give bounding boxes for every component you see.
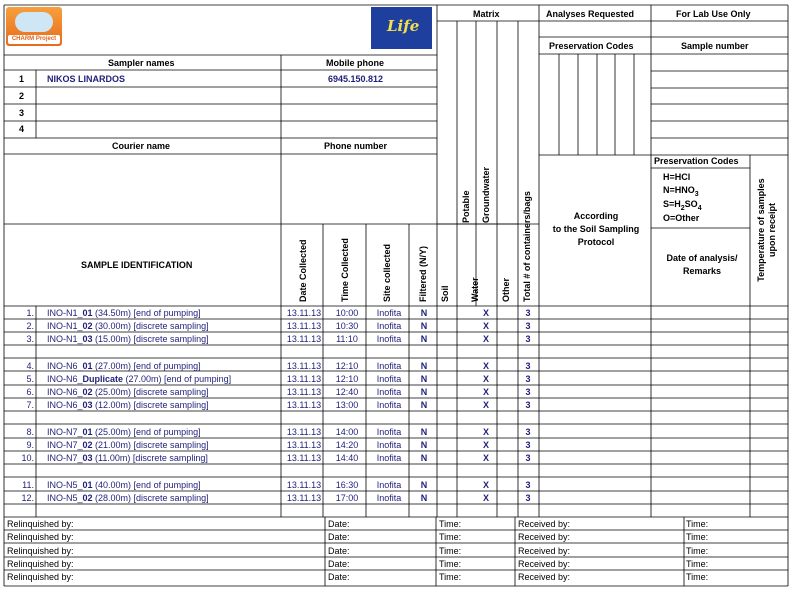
sample-filtered: N — [420, 321, 428, 331]
sample-time: 11:10 — [336, 334, 358, 344]
sample-total: 3 — [525, 374, 531, 384]
sample-number: 5. — [26, 374, 34, 384]
sample-total: 3 — [525, 400, 531, 410]
sample-identification — [47, 374, 231, 385]
sample-site: Inofita — [376, 308, 402, 318]
sample-id-b: 01 — [82, 308, 93, 318]
sample-water-mark: X — [482, 361, 489, 371]
remarks-line-2: Remarks — [682, 266, 722, 276]
pres-code-hno3-sub: 3 — [694, 190, 699, 198]
sample-site: Inofita — [376, 374, 402, 384]
sample-total: 3 — [525, 453, 531, 463]
sample-water-mark: X — [482, 427, 489, 437]
sample-time: 10:30 — [335, 321, 359, 331]
sample-water-mark: X — [482, 321, 489, 331]
sampler-row-3-number: 3 — [19, 108, 25, 118]
sample-id-pre: INO-N5_ — [47, 480, 83, 490]
lab-time-label: Time: — [686, 572, 709, 582]
lab-time-label: Time: — [686, 559, 709, 569]
sample-date: 13.11.13 — [286, 374, 322, 384]
sample-water-mark: X — [482, 387, 489, 397]
pres-code-hcl: H=HCl — [663, 172, 691, 182]
mobile-phone-header: Mobile phone — [326, 58, 384, 68]
received-by-label: Received by: — [518, 572, 571, 582]
sample-site: Inofita — [376, 493, 402, 503]
relinquished-by-label: Relinquished by: — [7, 532, 74, 542]
sample-id-b: 01 — [82, 361, 93, 371]
sample-id-post: (34.50m) [end of pumping] — [92, 308, 201, 318]
sample-identification — [47, 400, 209, 411]
sample-time: 14:20 — [335, 440, 359, 450]
sample-filtered: N — [420, 453, 428, 463]
sample-identification — [47, 427, 201, 438]
sample-id-pre: INO-N6_ — [47, 361, 83, 371]
potable-header: Potable — [461, 190, 471, 223]
for-lab-use-only-header: For Lab Use Only — [676, 9, 751, 19]
sample-site: Inofita — [376, 440, 402, 450]
sample-identification — [47, 321, 209, 332]
sample-total: 3 — [525, 361, 531, 371]
relinquished-by-label: Relinquished by: — [7, 572, 74, 582]
sample-number: 7. — [26, 400, 34, 410]
sample-id-pre: INO-N7_ — [47, 427, 83, 437]
according-line-3: Protocol — [577, 237, 615, 247]
sample-number: 4. — [26, 361, 34, 371]
date-label: Date: — [328, 546, 350, 556]
lab-time-label: Time: — [686, 546, 709, 556]
sample-date: 13.11.13 — [286, 334, 322, 344]
sample-id-post: (12.00m) [discrete sampling] — [92, 400, 209, 410]
date-label: Date: — [328, 559, 350, 569]
sample-site: Inofita — [376, 480, 402, 490]
sample-id-pre: INO-N6_ — [47, 374, 83, 384]
sample-time: 16:30 — [335, 480, 359, 490]
sample-number: 12. — [21, 493, 34, 503]
sample-time: 12:10 — [335, 374, 359, 384]
sample-date: 13.11.13 — [286, 453, 322, 463]
according-line-1: According — [573, 211, 619, 221]
groundwater-header: Groundwater — [481, 166, 491, 223]
sample-id-post: (40.00m) [end of pumping] — [92, 480, 201, 490]
sample-id-b: Duplicate — [82, 374, 124, 384]
sampler-row-1-name: NIKOS LINARDOS — [47, 74, 126, 84]
life-eu-logo — [371, 7, 432, 49]
sample-id-post: (21.00m) [discrete sampling] — [92, 440, 209, 450]
sample-total: 3 — [525, 427, 531, 437]
sample-number: 1. — [26, 308, 34, 318]
analyses-requested-header: Analyses Requested — [546, 9, 635, 19]
sample-id-pre: INO-N1_ — [47, 321, 83, 331]
sample-water-mark: X — [482, 308, 489, 318]
sample-id-b: 02 — [82, 321, 93, 331]
sample-total: 3 — [525, 440, 531, 450]
preservation-codes-header: Preservation Codes — [549, 41, 634, 51]
sample-water-mark: X — [482, 400, 489, 410]
sample-identification — [47, 480, 201, 491]
sample-total: 3 — [525, 480, 531, 490]
sample-number: 10. — [21, 453, 34, 463]
sample-number: 8. — [26, 427, 34, 437]
site-collected-header: Site collected — [382, 243, 392, 302]
time-label: Time: — [439, 532, 462, 542]
matrix-header: Matrix — [473, 9, 500, 19]
water-header: Water — [470, 277, 480, 302]
other-header: Other — [501, 277, 511, 302]
sample-id-pre: INO-N7_ — [47, 440, 83, 450]
sampler-row-1-phone: 6945.150.812 — [328, 74, 384, 84]
date-label: Date: — [328, 572, 350, 582]
received-by-label: Received by: — [518, 546, 571, 556]
charm-cloud-graphic — [15, 12, 53, 32]
lab-time-label: Time: — [686, 532, 709, 542]
sample-id-b: 01 — [82, 480, 93, 490]
sample-identification — [47, 493, 209, 504]
phone-number-header: Phone number — [324, 141, 388, 151]
sample-date: 13.11.13 — [286, 361, 322, 371]
sample-water-mark: X — [482, 440, 489, 450]
date-label: Date: — [328, 532, 350, 542]
sample-total: 3 — [525, 493, 531, 503]
relinquished-by-label: Relinquished by: — [7, 546, 74, 556]
courier-name-header: Courier name — [112, 141, 171, 151]
sample-site: Inofita — [376, 387, 402, 397]
sampler-row-4-number: 4 — [19, 124, 25, 134]
sample-date: 13.11.13 — [286, 308, 322, 318]
pres-code-h2so4-sub1: 2 — [680, 204, 685, 212]
sample-identification — [47, 334, 209, 345]
sample-number-header: Sample number — [681, 41, 749, 51]
sample-date: 13.11.13 — [286, 321, 322, 331]
sample-id-b: 02 — [82, 387, 93, 397]
pres-code-h2so4-main: S=H — [663, 199, 681, 209]
sample-date: 13.11.13 — [286, 440, 322, 450]
sample-site: Inofita — [376, 453, 402, 463]
sample-time: 13:00 — [335, 400, 359, 410]
received-by-label: Received by: — [518, 519, 571, 529]
sample-id-b: 01 — [82, 427, 93, 437]
sample-id-b: 03 — [82, 400, 93, 410]
time-label: Time: — [439, 546, 462, 556]
pres-code-h2so4-mid: SO — [684, 199, 698, 209]
sample-identification — [47, 361, 201, 372]
sample-filtered: N — [420, 374, 428, 384]
sample-filtered: N — [420, 308, 428, 318]
sample-filtered: N — [420, 493, 428, 503]
life-logo-word: Life — [387, 17, 420, 35]
received-by-label: Received by: — [518, 559, 571, 569]
lab-time-label: Time: — [686, 519, 709, 529]
sample-id-pre: INO-N7_ — [47, 453, 83, 463]
sample-site: Inofita — [376, 361, 402, 371]
sampler-names-header: Sampler names — [108, 58, 175, 68]
charm-logo-label: CHARM Project — [8, 35, 60, 44]
time-collected-header: Time Collected — [340, 238, 350, 302]
sample-water-mark: X — [482, 453, 489, 463]
sample-id-post: (28.00m) [discrete sampling] — [92, 493, 209, 503]
date-label: Date: — [328, 519, 350, 529]
sample-id-pre: INO-N6_ — [47, 387, 83, 397]
sample-id-post: (27.00m) [end of pumping] — [123, 374, 232, 384]
sample-id-post: (30.00m) [discrete sampling] — [92, 321, 209, 331]
sample-identification — [47, 440, 209, 451]
sample-total: 3 — [525, 321, 531, 331]
pres-code-h2so4-sub2: 4 — [697, 204, 702, 212]
sample-id-pre: INO-N1_ — [47, 308, 83, 318]
sample-id-pre: INO-N1_ — [47, 334, 83, 344]
sample-time: 12:40 — [335, 387, 359, 397]
sample-time: 10:00 — [335, 308, 359, 318]
sample-identification-header: SAMPLE IDENTIFICATION — [81, 260, 193, 270]
sample-id-post: (15.00m) [discrete sampling] — [92, 334, 209, 344]
sample-time: 14:40 — [335, 453, 359, 463]
pres-codes-box-title: Preservation Codes — [654, 156, 739, 166]
sample-id-pre: INO-N6_ — [47, 400, 83, 410]
sample-number: 3. — [26, 334, 34, 344]
sample-date: 13.11.13 — [286, 480, 322, 490]
sample-date: 13.11.13 — [286, 387, 322, 397]
sample-id-b: 02 — [82, 493, 93, 503]
sample-number: 6. — [26, 387, 34, 397]
sample-id-post: (25.00m) [end of pumping] — [92, 427, 201, 437]
time-label: Time: — [439, 572, 462, 582]
sample-site: Inofita — [376, 321, 402, 331]
sample-date: 13.11.13 — [286, 493, 322, 503]
sample-site: Inofita — [376, 400, 402, 410]
sample-id-pre: INO-N5_ — [47, 493, 83, 503]
total-containers-header: Total # of containers/bags — [522, 191, 532, 302]
sample-site: Inofita — [376, 334, 402, 344]
sample-total: 3 — [525, 387, 531, 397]
sample-id-b: 03 — [82, 453, 93, 463]
sample-total: 3 — [525, 308, 531, 318]
sample-identification — [47, 308, 201, 319]
pres-code-h2so4 — [663, 199, 702, 214]
charm-project-logo — [6, 7, 62, 46]
soil-header: Soil — [440, 285, 450, 302]
date-collected-header: Date Collected — [298, 239, 308, 302]
sample-total: 3 — [525, 334, 531, 344]
sample-date: 13.11.13 — [286, 400, 322, 410]
sample-date: 13.11.13 — [286, 427, 322, 437]
received-by-label: Received by: — [518, 532, 571, 542]
sampler-row-2-number: 2 — [19, 91, 25, 101]
temperature-header-text: Temperature of samples upon receipt — [756, 178, 777, 282]
sample-id-post: (25.00m) [discrete sampling] — [92, 387, 209, 397]
pres-code-other: O=Other — [663, 213, 700, 223]
sample-filtered: N — [420, 440, 428, 450]
sample-filtered: N — [420, 427, 428, 437]
sample-water-mark: X — [482, 334, 489, 344]
sample-number: 9. — [26, 440, 34, 450]
sample-filtered: N — [420, 334, 428, 344]
relinquished-by-label: Relinquished by: — [7, 519, 74, 529]
relinquished-by-label: Relinquished by: — [7, 559, 74, 569]
sample-water-mark: X — [482, 480, 489, 490]
sample-time: 12:10 — [335, 361, 359, 371]
sample-identification — [47, 387, 209, 398]
sampler-row-1-number: 1 — [19, 74, 25, 84]
sample-time: 17:00 — [335, 493, 359, 503]
sample-filtered: N — [420, 387, 428, 397]
sample-id-post: (27.00m) [end of pumping] — [92, 361, 201, 371]
time-label: Time: — [439, 559, 462, 569]
sample-id-post: (11.00m) [discrete sampling] — [92, 453, 208, 463]
remarks-line-1: Date of analysis/ — [666, 253, 738, 263]
pres-code-hno3 — [663, 185, 699, 200]
sample-filtered: N — [420, 361, 428, 371]
sample-identification — [47, 453, 208, 464]
filtered-header: Filtered (N/Y) — [418, 245, 428, 302]
sample-filtered: N — [420, 400, 428, 410]
sample-number: 11. — [22, 480, 34, 490]
sample-number: 2. — [26, 321, 34, 331]
sample-id-b: 02 — [82, 440, 93, 450]
sample-water-mark: X — [482, 493, 489, 503]
sample-id-b: 03 — [82, 334, 93, 344]
temperature-header-line1 — [756, 170, 778, 290]
time-label: Time: — [439, 519, 462, 529]
sample-site: Inofita — [376, 427, 402, 437]
sample-water-mark: X — [482, 374, 489, 384]
pres-code-hno3-main: N=HNO — [663, 185, 695, 195]
sample-time: 14:00 — [335, 427, 359, 437]
according-line-2: to the Soil Sampling — [552, 224, 640, 234]
sample-filtered: N — [420, 480, 428, 490]
